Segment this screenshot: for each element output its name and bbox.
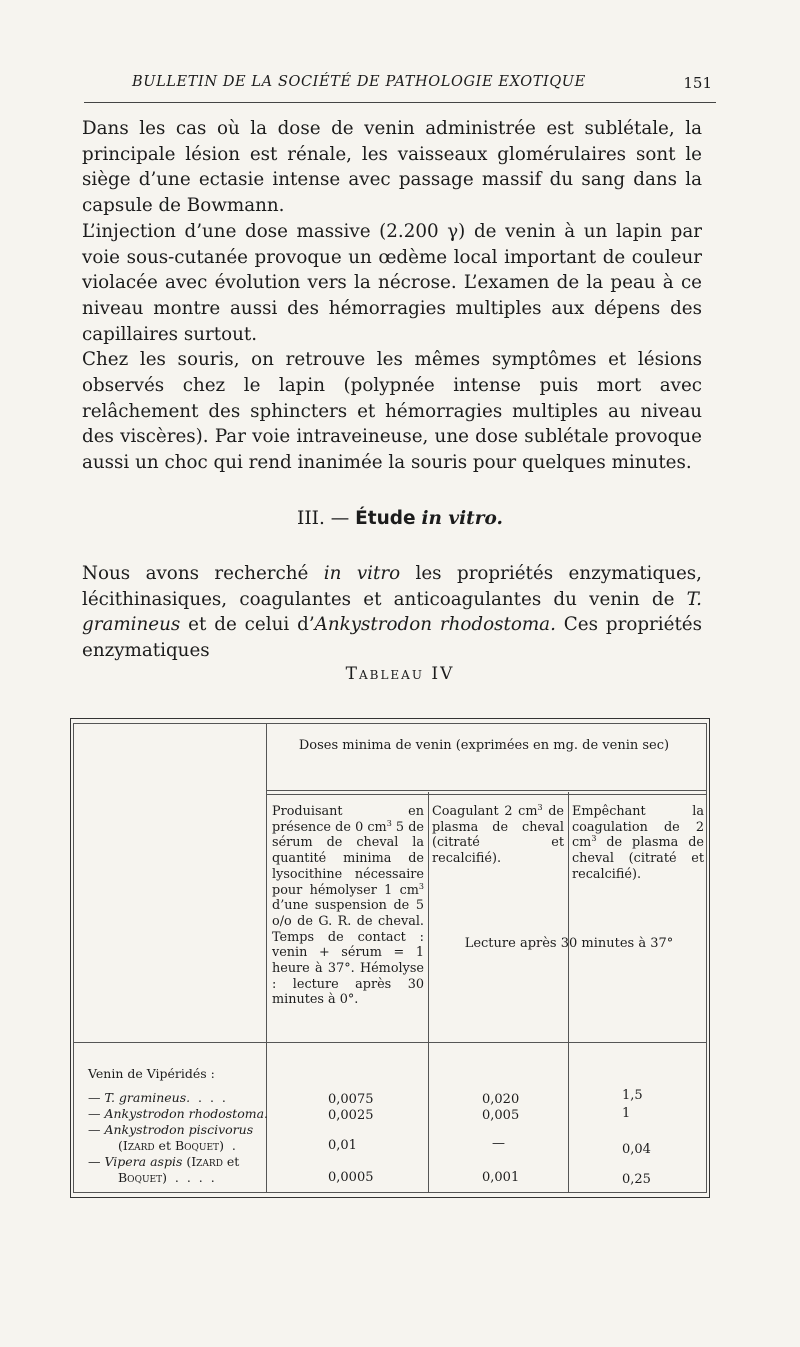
section-heading [0,508,800,529]
col-separator-3 [568,792,569,1192]
cell-gramineus-c1: 0,0075 [328,1092,374,1107]
row-label-aspis: — Vipera aspis (Izard et [88,1154,240,1169]
header-col-coagulant: Coagulant 2 $cm^3$ de plasma de cheval (citraté et recalcifié). [432,803,564,867]
row-label-gramineus: — T. gramineus. . . . [88,1090,226,1105]
row-label-piscivorus: — Ankystrodon piscivorus [88,1122,254,1137]
table-caption: Tableau IV [345,664,455,684]
col-separator-2 [428,792,429,1192]
body-paragraphs [82,116,702,476]
group-label: Venin de Vipéridés : [88,1066,215,1081]
cell-rhodostoma-c1: 0,0025 [328,1108,374,1123]
section-title: Étude [355,508,416,529]
cell-piscivorus-c1: 0,01 [328,1138,357,1153]
journal-title: BULLETIN DE LA SOCIÉTÉ DE PATHOLOGIE EXOTIQUE [132,74,586,90]
header-rule [84,102,716,103]
cell-piscivorus-c3: 0,04 [622,1142,651,1157]
paragraph-in-vitro: Nous avons recherché in vitro les propriétés enzymatiques, lécithinasiques, coagulantes et anticoagulantes du venin de T. gramineus et de celui d’Ankystrodon rhodostoma. Ces propriétés enzymatiques [82,563,702,662]
cell-rhodostoma-c2: 0,005 [482,1108,520,1123]
paragraph-injection: L’injection d’une dose massive (2.200 γ) de venin à un lapin par voie sous-cutanée provoque un œdème local important de couleur violacée avec évolution vers la nécrose. L’examen de la peau à ce niveau montre aussi des hémorragies multiples aux dépens des capillaires surtout. [82,220,702,345]
table-inner-border [73,723,707,1193]
cell-aspis-c1: 0,0005 [328,1170,374,1185]
cell-aspis-c3: 0,25 [622,1172,651,1187]
section-title-italic: in vitro. [421,508,503,529]
header-doses-minima: Doses minima de venin (exprimées en mg. de venin sec) [298,738,670,753]
header-rule-1 [266,790,706,791]
row-label-rhodostoma: — Ankystrodon rhodostoma. [88,1106,268,1121]
header-bottom-rule [74,1042,706,1043]
paragraph-souris: Chez les souris, on retrouve les mêmes symptômes et lésions observés chez le lapin (polypnée intense puis mort avec relâchement des sphincters et hémorragies multiples au niveau des viscères). Par voie intraveineuse, une dose sublétale provoque aussi un choc qui rend inanimée la souris pour quelques minutes. [82,349,702,474]
cell-rhodostoma-c3: 1 [622,1106,631,1121]
cell-gramineus-c3: 1,5 [622,1088,643,1103]
page-number: 151 [683,74,712,92]
header-col-hemolyse: Produisant en présence de 0 $cm^3$ 5 de sérum de cheval la quantité minima de lysocithine nécessaire pour hémolyser 1 $cm^3$ d’une suspension de 5 o/o de G. R. de cheval. Temps de contact : venin + sérum = 1 heure à 37°. Hémolyse : lecture après 30 minutes à 0°. [272,804,424,1008]
row-label-aspis-ref: Boquet) . . . . [118,1170,215,1185]
cell-piscivorus-c2: — [492,1136,505,1151]
header-rule-2 [266,794,706,795]
table-iv [70,718,710,1198]
header-lecture: Lecture après 30 minutes à 37° [464,936,674,951]
paragraph-renal: Dans les cas où la dose de venin administrée est sublétale, la principale lésion est rénale, les vaisseaux glomérulaires sont le siège d’une ectasie intense avec passage massif du sang dans la capsule de Bowmann. [82,118,702,217]
section-number: III. [297,508,325,529]
running-header [84,72,716,102]
header-col-anticoagulant: Empêchant la coagulation de 2 $cm^3$ de plasma de cheval (citraté et recalcifié). [572,804,704,882]
cell-aspis-c2: 0,001 [482,1170,520,1185]
row-label-piscivorus-ref: (Izard et Boquet) . [118,1138,236,1153]
cell-gramineus-c2: 0,020 [482,1092,520,1107]
section-dash: — [330,508,350,529]
